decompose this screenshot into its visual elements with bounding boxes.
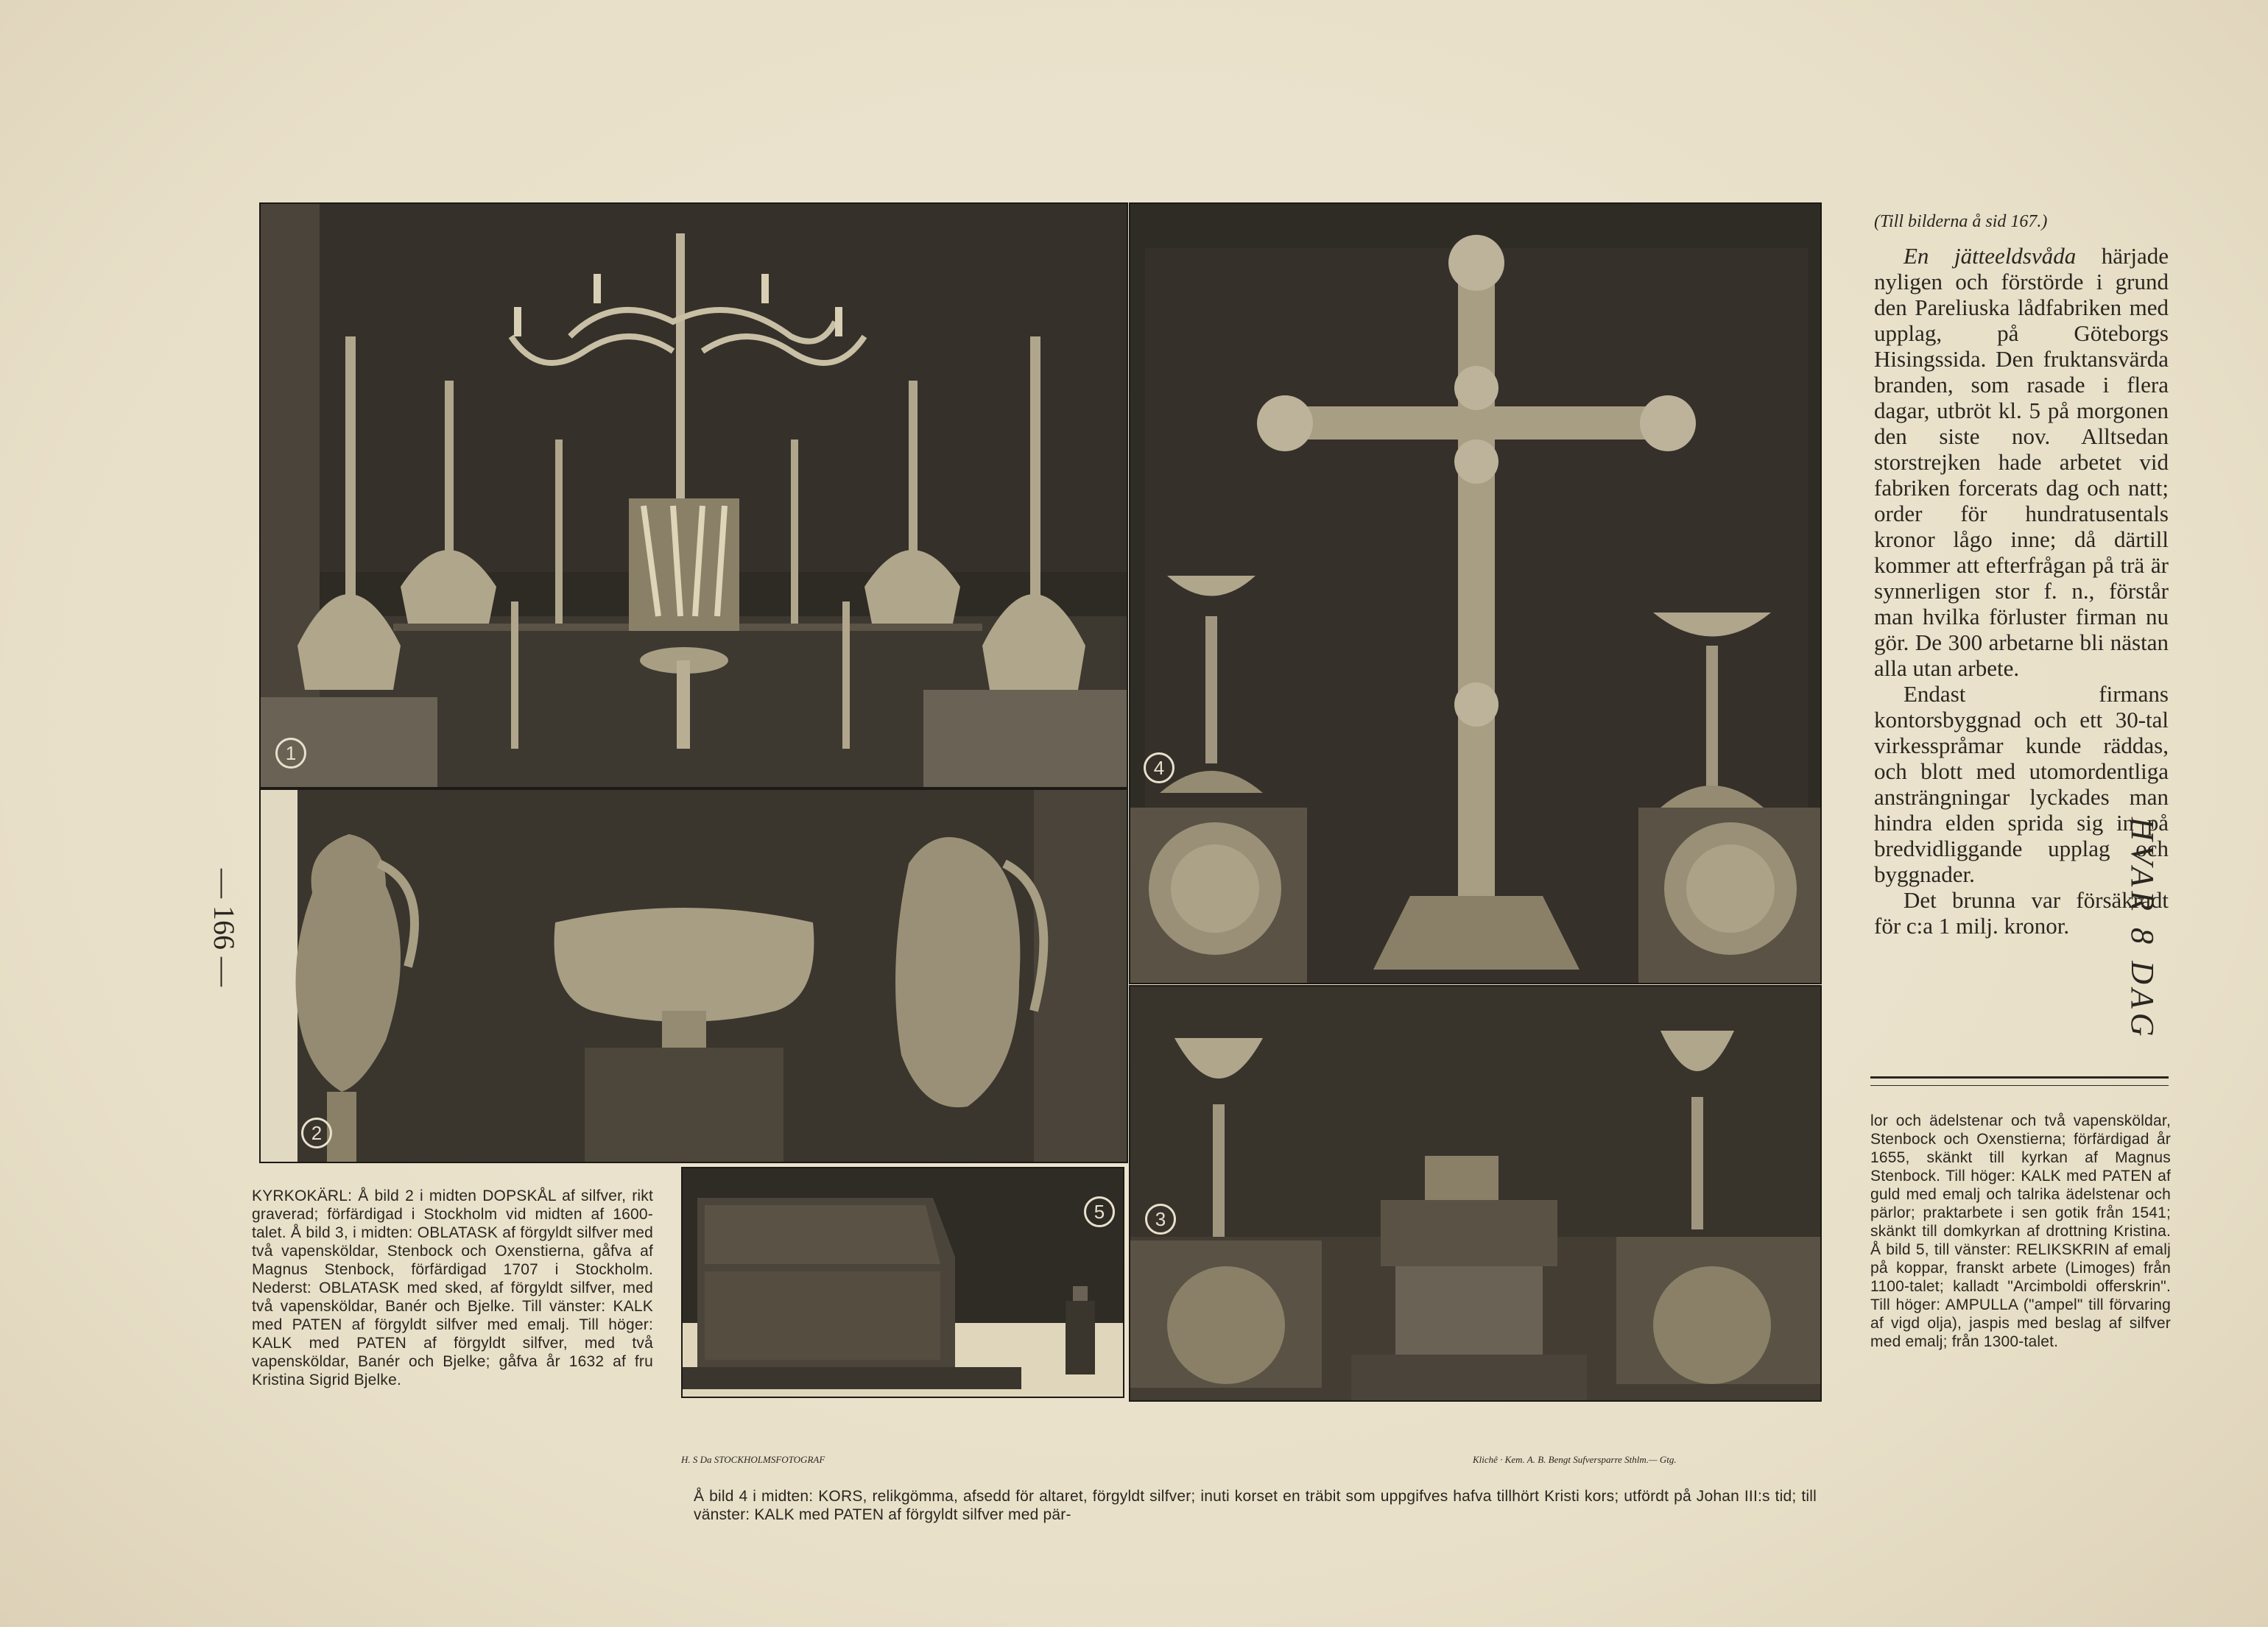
caption-left	[252, 1187, 653, 1389]
caption-left-text: KYRKOKÄRL: Å bild 2 i midten DOPSKÅL af silfver, rikt graverad; förfärdigad i Stockholm vid midten af 1600-talet. Å bild 3, i midten: OBLATASK af förgyldt silfver med två vapensköldar, Stenbock och Oxenstierna, gåfva af Magnus Stenbock, förfärdigad 1707 i Stockholm. Nederst: OBLATASK med sked, af förgyldt silfver, med två vapensköldar, Banér och Bjelke. Till vänster: KALK med PATEN af förgyldt silfver med emalj. Till höger: KALK med PATEN af förgyldt silfver, med två vapensköldar, Banér och Bjelke; gåfva år 1632 af fru Kristina Sigrid Bjelke.	[252, 1187, 653, 1388]
plate-2-vessels	[259, 788, 1128, 1163]
article-para-1: härjade nyligen och förstörde i grund den Pareliuska lådfabriken med upplag, på Göteborgs Hisingssida. Den fruktansvärda branden, som rasade i flera dagar, utbröt kl. 5 på morgonen den siste nov. Alltsedan storstrejken hade arbetet vid fabriken forcerats dag och natt; order för hundratusentals kronor lågo inne; då därtill kommer att efterfrågan på trä är synnerligen stor f. n., förstår man hvilka förluster firman nu gör. De 300 arbetarne bli nästan alla utan arbete.	[1874, 243, 2169, 681]
article-lead: En jätteeldsvåda	[1904, 243, 2077, 269]
vessels-illustration	[261, 790, 1127, 1162]
figure-number-3: 3	[1145, 1204, 1176, 1235]
plate-4-cross	[1129, 202, 1822, 984]
article-para-3: Det brunna var försäkradt för c:a 1 milj. kronor.	[1874, 887, 2169, 939]
figure-number-1: 1	[275, 738, 306, 769]
plate-3-chalices	[1129, 985, 1822, 1402]
plate-5-reliquary	[681, 1167, 1124, 1398]
caption-bottom-text: Å bild 4 i midten: KORS, relikgömma, afsedd för altaret, förgyldt silfver; inuti korset en träbit som uppgifves hafva tillhört Kristi kors; utfördt på Johan III:s tid; till vänster: KALK med PATEN af förgyldt silfver med pär-	[694, 1488, 1817, 1523]
running-head: HVAR 8 DAG	[2124, 817, 2160, 1041]
article-divider-rule-2	[1870, 1085, 2169, 1086]
article-text	[1874, 243, 2169, 939]
candlesticks-illustration	[261, 204, 1127, 787]
figure-number-4: 4	[1144, 752, 1174, 783]
figure-number-2: 2	[301, 1118, 332, 1148]
page-number	[183, 869, 242, 913]
caption-right-text: lor och ädelstenar och två vapensköldar, Stenbock och Oxenstierna; förfärdigad år 1655, skänkt till kyrkan af Magnus Stenbock. Till höger: KALK med PATEN af guld med emalj och talrika ädelstenar och pärlor; praktarbete i sen gotik från 1541; skänkt till domkyrkan af drottning Kristina. Å bild 5, till vänster: RELIKSKRIN af emalj på koppar, franskt arbete (Limoges) från 1100-talet; kalladt "Arcimboldi offerskrin". Till höger: AMPULLA ("ampel" till förvaring af vigd olja), jaspis med beslag af silfver med emalj; från 1300-talet.	[1870, 1112, 2171, 1350]
plate-1-candlesticks	[259, 202, 1128, 788]
figure-number-5: 5	[1084, 1196, 1115, 1227]
article-divider-rule	[1870, 1076, 2169, 1079]
reliquary-illustration	[683, 1168, 1123, 1397]
photo-credit-left: H. S Da STOCKHOLMSFOTOGRAF	[681, 1454, 825, 1465]
chalices-illustration	[1130, 987, 1820, 1400]
article-note: (Till bilderna å sid 167.)	[1874, 212, 2048, 231]
photo-credit-right: Klichê · Kem. A. B. Bengt Sufversparre Sthlm.— Gtg.	[1473, 1454, 1677, 1465]
cross-illustration	[1130, 204, 1820, 983]
article-para-2: Endast firmans kontorsbyggnad och ett 30-tal virkesspråmar kunde räddas, och blott med utomordentliga ansträngningar lyckades man hindra elden sprida sig in på bredvidliggande upplag och byggnader.	[1874, 681, 2169, 887]
caption-right	[1870, 1112, 2171, 1351]
caption-bottom	[694, 1487, 1817, 1524]
